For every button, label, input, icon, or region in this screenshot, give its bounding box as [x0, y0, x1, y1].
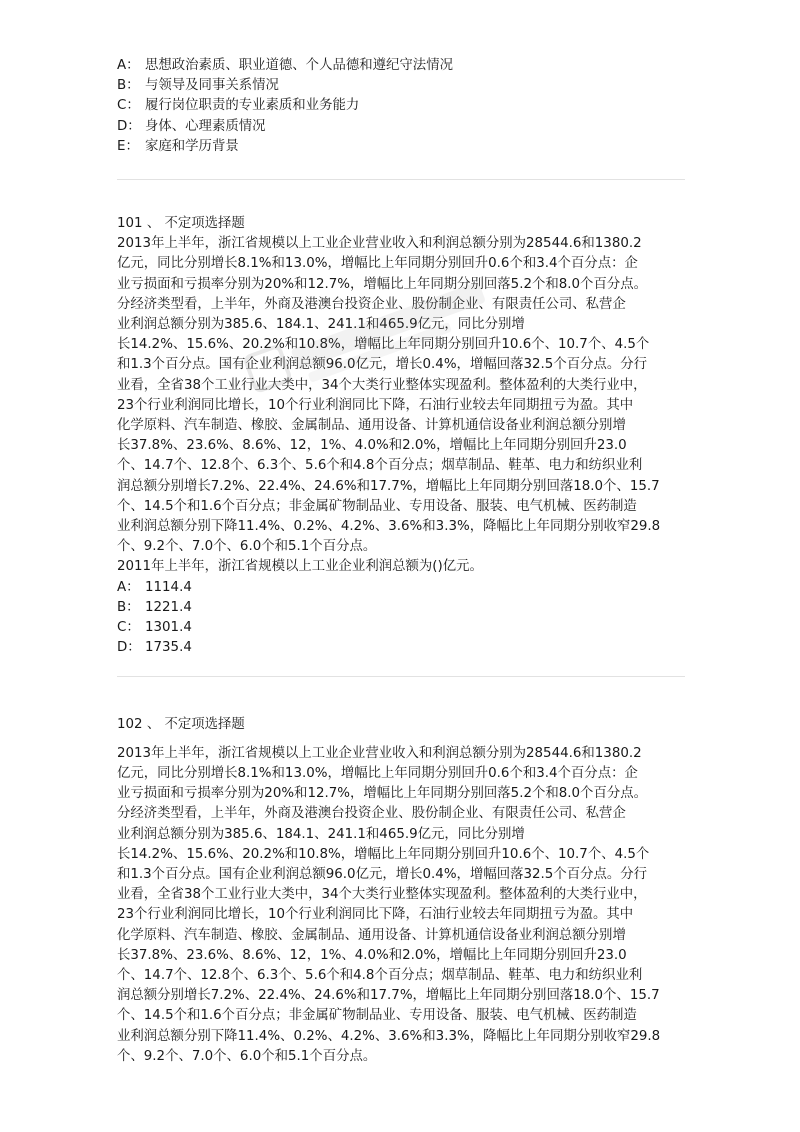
question-options	[117, 578, 687, 659]
option-letter: A：	[117, 58, 140, 73]
passage-line: 业看，全省38个工业行业大类中，34个大类行业整体实现盈利。整体盈利的大类行业中，	[117, 887, 647, 903]
passage-line: 23个行业利润同比增长，10个行业利润同比下降，石油行业较去年同期扭亏为盈。其中	[117, 397, 634, 413]
option-letter: B：	[117, 78, 140, 94]
passage-line: 个、14.5个和1.6个百分点；非金属矿物制品业、专用设备、服装、电气机械、医药制造	[117, 498, 637, 514]
passage-line: 个、9.2个、7.0个、6.0个和5.1个百分点。	[117, 539, 377, 555]
option-letter: C：	[117, 620, 140, 636]
option-text: 思想政治素质、职业道德、个人品德和遵纪守法情况	[145, 58, 453, 73]
option-text: 与领导及同事关系情况	[145, 78, 279, 94]
passage-line: 亿元，同比分别增长8.1%和13.0%，增幅比上年同期分别回升0.6个和3.4个百分点：企	[117, 765, 638, 781]
option-e[interactable]	[117, 137, 687, 157]
question-text: 2011年上半年，浙江省规模以上工业企业利润总额为()亿元。	[117, 559, 483, 575]
option-text: 家庭和学历背景	[145, 138, 239, 154]
option-letter: E：	[117, 138, 139, 154]
passage-line: 个、14.7个、12.8个、6.3个、5.6个和4.8个百分点；烟草制品、鞋革、电力和纺织业利	[117, 967, 643, 983]
passage-line: 个、9.2个、7.0个、6.0个和5.1个百分点。	[117, 1048, 377, 1064]
option-letter: D：	[117, 640, 141, 656]
passage-line: 业亏损面和亏损率分别为20%和12.7%，增幅比上年同期分别回落5.2个和8.0个百分点。	[117, 276, 647, 292]
option-d[interactable]	[117, 117, 687, 137]
passage-line: 个、14.7个、12.8个、6.3个、5.6个和4.8个百分点；烟草制品、鞋革、电力和纺织业利	[117, 458, 643, 474]
option-letter: D：	[117, 118, 141, 134]
option-letter: C：	[117, 98, 140, 114]
passage-line: 2013年上半年，浙江省规模以上工业企业营业收入和利润总额分别为28544.6和1380.2	[117, 236, 642, 252]
passage-line: 业利润总额分别下降11.4%、0.2%、4.2%、3.6%和3.3%，降幅比上年同期分别收窄29.8	[117, 519, 661, 535]
passage-line: 业亏损面和亏损率分别为20%和12.7%，增幅比上年同期分别回落5.2个和8.0个百分点。	[117, 786, 647, 802]
passage-line: 业利润总额分别下降11.4%、0.2%、4.2%、3.6%和3.3%，降幅比上年同期分别收窄29.8	[117, 1028, 661, 1044]
passage-line: 长37.8%、23.6%、8.6%、12，1%、4.0%和2.0%，增幅比上年同期分别回升23.0	[117, 947, 627, 963]
passage-line: 业看，全省38个工业行业大类中，34个大类行业整体实现盈利。整体盈利的大类行业中，	[117, 377, 647, 393]
question-passage	[117, 234, 687, 557]
option-letter: B：	[117, 599, 140, 615]
passage-line: 长37.8%、23.6%、8.6%、12，1%、4.0%和2.0%，增幅比上年同期分别回升23.0	[117, 438, 627, 454]
passage-line: 2013年上半年，浙江省规模以上工业企业营业收入和利润总额分别为28544.6和1380.2	[117, 745, 642, 761]
passage-line: 和1.3个百分点。国有企业利润总额96.0亿元，增长0.4%，增幅回落32.5个百分点。分行	[117, 866, 648, 882]
prev-question-options	[117, 56, 687, 157]
question-101	[117, 214, 687, 658]
passage-line: 23个行业利润同比增长，10个行业利润同比下降，石油行业较去年同期扭亏为盈。其中	[117, 907, 634, 923]
passage-line: 亿元，同比分别增长8.1%和13.0%，增幅比上年同期分别回升0.6个和3.4个百分点：企	[117, 256, 638, 272]
option-b[interactable]	[117, 598, 687, 618]
option-text: 1735.4	[145, 640, 192, 656]
passage-line: 和1.3个百分点。国有企业利润总额96.0亿元，增长0.4%，增幅回落32.5个百分点。分行	[117, 357, 648, 373]
option-text: 1221.4	[145, 599, 192, 615]
option-c[interactable]	[117, 96, 687, 116]
passage-line: 长14.2%、15.6%、20.2%和10.8%，增幅比上年同期分别回升10.6个、10.7个、4.5个	[117, 846, 650, 862]
question-102	[117, 715, 687, 1066]
option-text: 1301.4	[145, 620, 192, 636]
passage-line: 分经济类型看，上半年，外商及港澳台投资企业、股份制企业、有限责任公司、私营企	[117, 806, 626, 822]
option-c[interactable]	[117, 618, 687, 638]
option-text: 1114.4	[145, 579, 192, 595]
question-passage	[117, 744, 687, 1067]
option-d[interactable]	[117, 638, 687, 658]
option-letter: A：	[117, 579, 140, 595]
option-text: 履行岗位职责的专业素质和业务能力	[145, 98, 360, 114]
option-b[interactable]	[117, 76, 687, 96]
passage-line: 长14.2%、15.6%、20.2%和10.8%，增幅比上年同期分别回升10.6个、10.7个、4.5个	[117, 337, 650, 353]
passage-line: 润总额分别增长7.2%、22.4%、24.6%和17.7%，增幅比上年同期分别回落18.0个、15.7	[117, 988, 660, 1004]
passage-line: 业利润总额分别为385.6、184.1、241.1和465.9亿元，同比分别增	[117, 317, 525, 333]
document-page	[117, 56, 687, 1067]
question-header: 101 、 不定项选择题	[117, 216, 245, 232]
passage-line: 化学原料、汽车制造、橡胶、金属制品、通用设备、计算机通信设备业利润总额分别增	[117, 418, 626, 434]
passage-line: 化学原料、汽车制造、橡胶、金属制品、通用设备、计算机通信设备业利润总额分别增	[117, 927, 626, 943]
option-text: 身体、心理素质情况	[145, 118, 266, 134]
passage-line: 个、14.5个和1.6个百分点；非金属矿物制品业、专用设备、服装、电气机械、医药制造	[117, 1008, 637, 1024]
option-a[interactable]	[117, 578, 687, 598]
question-header: 102 、 不定项选择题	[117, 717, 245, 733]
passage-line: 分经济类型看，上半年，外商及港澳台投资企业、股份制企业、有限责任公司、私营企	[117, 296, 626, 312]
option-a[interactable]	[117, 56, 687, 76]
passage-line: 润总额分别增长7.2%、22.4%、24.6%和17.7%，增幅比上年同期分别回落18.0个、15.7	[117, 478, 660, 494]
passage-line: 业利润总额分别为385.6、184.1、241.1和465.9亿元，同比分别增	[117, 826, 525, 842]
